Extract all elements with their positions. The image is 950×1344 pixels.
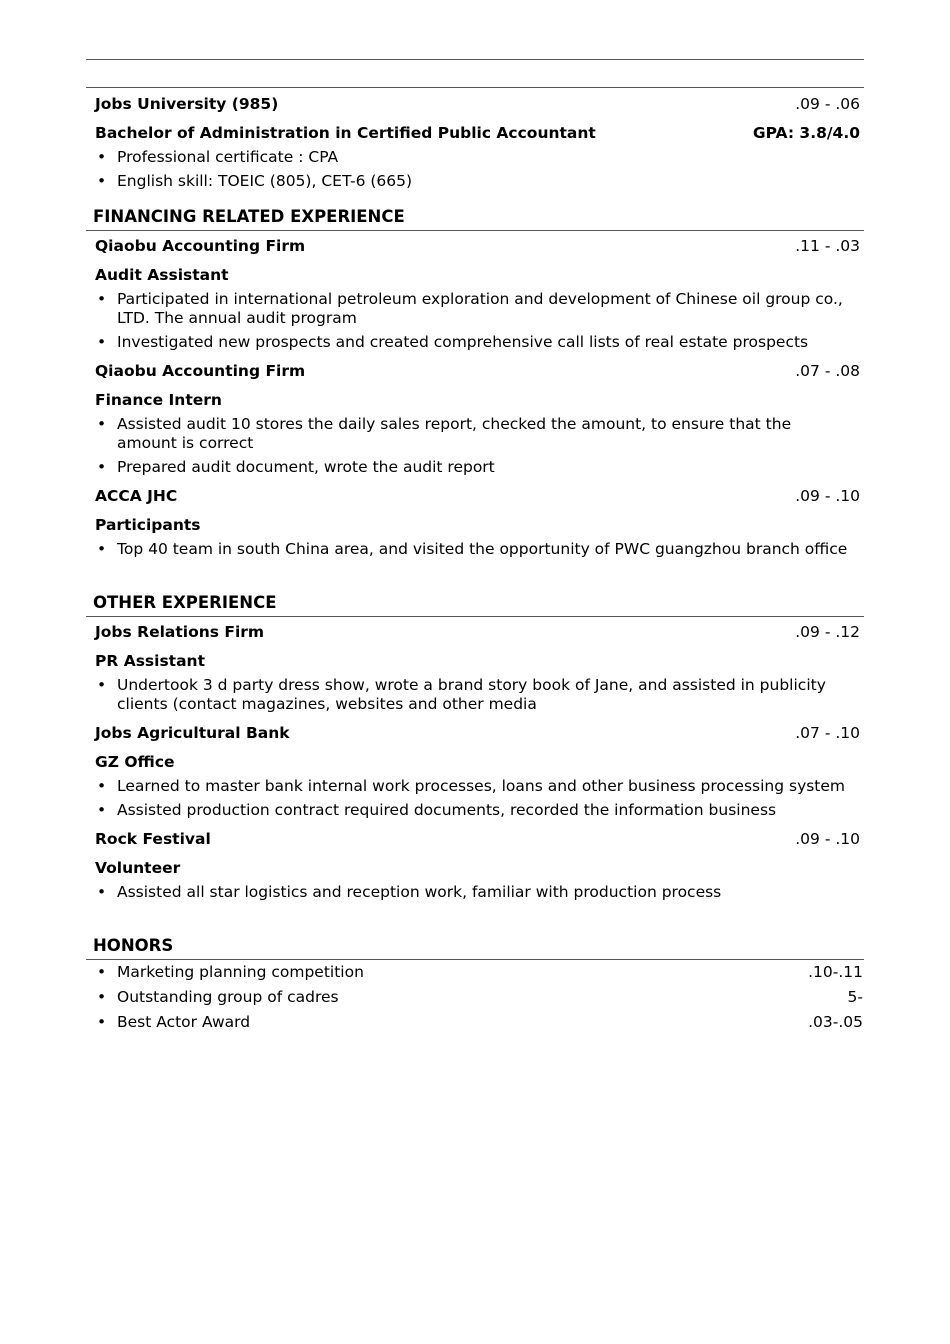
education-degree-row [86, 119, 864, 148]
entry-bullets [86, 415, 864, 477]
gpa: GPA: 3.8/4.0 [752, 124, 860, 142]
honor-name: • Marketing planning competition [86, 963, 364, 982]
list-item: • Assisted production contract required documents, recorded the information business [86, 801, 864, 820]
school-dates: .09 - .06 [795, 95, 860, 113]
entry-dates: .11 - .03 [795, 237, 860, 255]
role-title: PR Assistant [95, 652, 205, 670]
degree: Bachelor of Administration in Certified Public Accountant [95, 124, 596, 142]
section-title: HONORS [93, 936, 174, 955]
section-title: OTHER EXPERIENCE [93, 593, 277, 612]
org-name: Qiaobu Accounting Firm [95, 362, 306, 380]
education-section [86, 87, 864, 196]
experience-entry [86, 232, 864, 352]
list-item: • Participated in international petroleum exploration and development of Chinese oil group co., LTD. The annual audit program [86, 290, 864, 328]
list-item: • Undertook 3 d party dress show, wrote a brand story book of Jane, and assisted in publicity clients (contact magazines, websites and other media [86, 676, 864, 714]
experience-entry [86, 719, 864, 820]
experience-entry [86, 482, 864, 559]
section-title: FINANCING RELATED EXPERIENCE [93, 207, 405, 226]
section-divider [86, 616, 864, 617]
entry-dates: .09 - .10 [795, 830, 860, 848]
role-title: Finance Intern [95, 391, 222, 409]
experience-entry [86, 825, 864, 902]
role-title: GZ Office [95, 753, 175, 771]
entry-bullets [86, 676, 864, 714]
honor-date: 5- [847, 988, 863, 1006]
entry-bullets [86, 540, 864, 559]
entry-header [86, 232, 864, 261]
education-school-row [86, 90, 864, 119]
other-experience-section [86, 592, 864, 907]
honor-date: .03-.05 [808, 1013, 863, 1031]
entry-header [86, 618, 864, 647]
honor-date: .10-.11 [808, 963, 863, 981]
entry-header [86, 357, 864, 386]
honors-section [86, 935, 864, 1038]
entry-header [86, 482, 864, 511]
school-name: Jobs University (985) [95, 95, 279, 113]
entry-dates: .07 - .08 [795, 362, 860, 380]
section-divider [86, 959, 864, 960]
financing-section [86, 206, 864, 564]
entry-header [86, 719, 864, 748]
list-item: • Professional certificate : CPA [86, 148, 864, 167]
list-item: • English skill: TOEIC (805), CET-6 (665) [86, 172, 864, 191]
entry-bullets [86, 290, 864, 352]
experience-entry [86, 618, 864, 714]
org-name: ACCA JHC [95, 487, 178, 505]
education-bullets [86, 148, 864, 191]
entry-dates: .09 - .12 [795, 623, 860, 641]
role-title: Audit Assistant [95, 266, 229, 284]
list-item: • Assisted all star logistics and reception work, familiar with production process [86, 883, 864, 902]
list-item: • Prepared audit document, wrote the audit report [86, 458, 864, 477]
org-name: Rock Festival [95, 830, 211, 848]
entry-bullets [86, 777, 864, 820]
honor-name: • Best Actor Award [86, 1013, 250, 1032]
list-item: • Top 40 team in south China area, and visited the opportunity of PWC guangzhou branch office [86, 540, 864, 559]
top-divider [86, 59, 864, 60]
entry-bullets [86, 883, 864, 902]
entry-dates: .09 - .10 [795, 487, 860, 505]
experience-entry [86, 357, 864, 477]
entry-dates: .07 - .10 [795, 724, 860, 742]
list-item: • Investigated new prospects and created comprehensive call lists of real estate prospects [86, 333, 864, 352]
org-name: Jobs Relations Firm [95, 623, 265, 641]
list-item: • Learned to master bank internal work processes, loans and other business processing system [86, 777, 864, 796]
list-item: • Assisted audit 10 stores the daily sales report, checked the amount, to ensure that the amount is correct [86, 415, 864, 453]
role-title: Volunteer [95, 859, 181, 877]
role-title: Participants [95, 516, 201, 534]
honor-name: • Outstanding group of cadres [86, 988, 339, 1007]
org-name: Jobs Agricultural Bank [95, 724, 290, 742]
honor-item [86, 963, 864, 982]
entry-header [86, 825, 864, 854]
section-divider [86, 230, 864, 231]
honor-item [86, 1013, 864, 1032]
org-name: Qiaobu Accounting Firm [95, 237, 306, 255]
honor-item [86, 988, 864, 1007]
section-divider [86, 87, 864, 88]
